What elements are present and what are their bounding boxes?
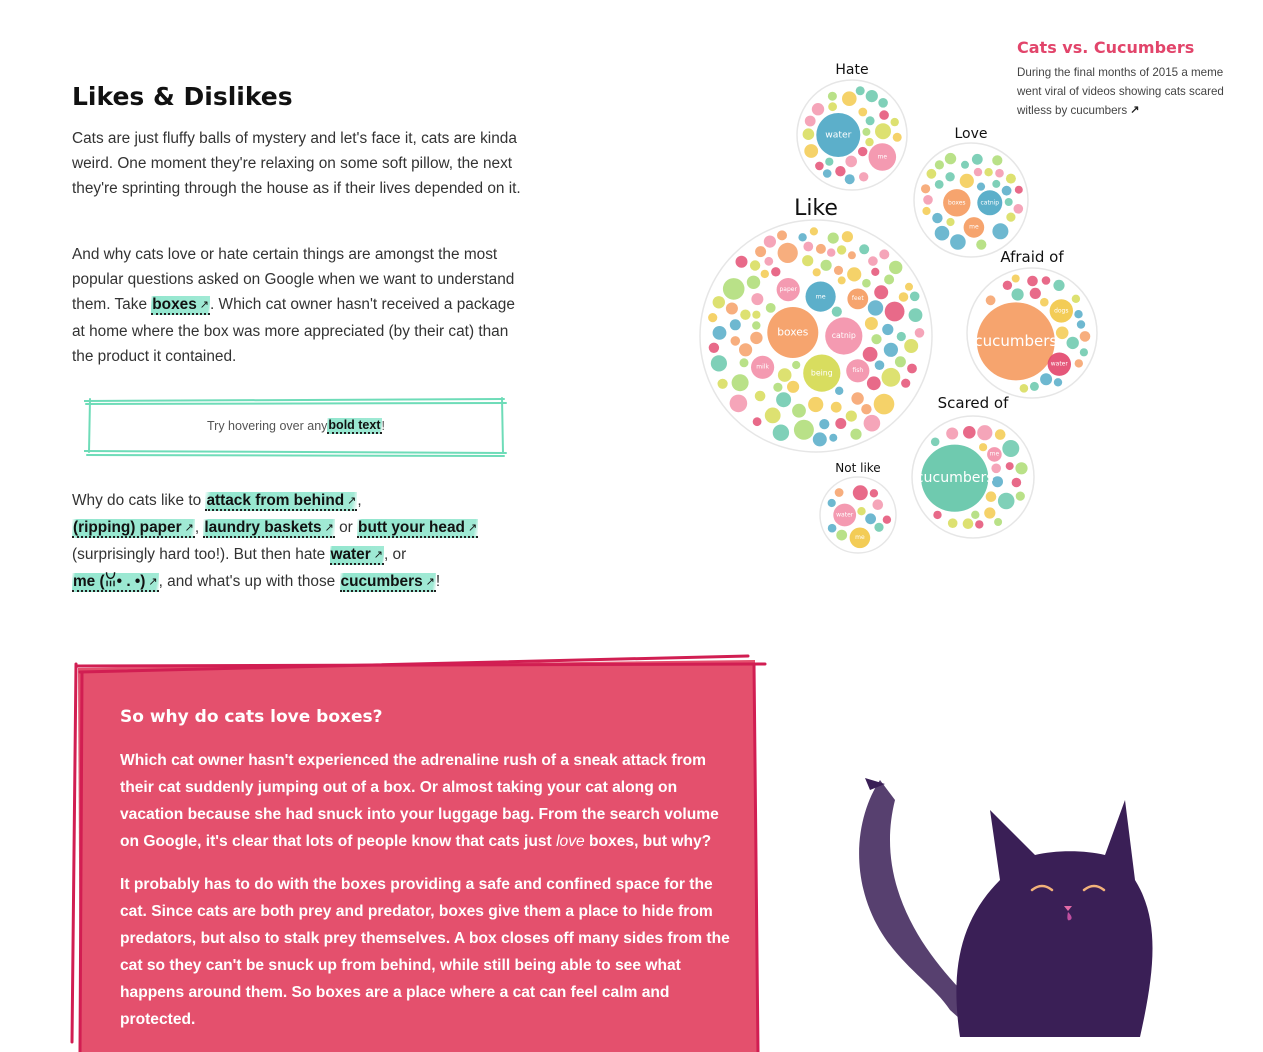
filler-bubble[interactable] xyxy=(718,379,728,389)
filler-bubble[interactable] xyxy=(803,128,815,140)
filler-bubble[interactable] xyxy=(753,417,762,426)
filler-bubble[interactable] xyxy=(711,355,727,371)
para1: Cats are just fluffy balls of mystery and let's face it, cats are kinda weird. One moment they're relaxing on some soft pillow, the next they're sprinting through the house as if their lives depended on it. xyxy=(72,130,521,197)
filler-bubble[interactable] xyxy=(873,499,884,510)
filler-bubble[interactable] xyxy=(856,86,865,95)
black-cat-illustration xyxy=(840,770,1170,1037)
filler-bubble[interactable] xyxy=(787,381,799,393)
filler-bubble[interactable] xyxy=(803,242,813,252)
panel-content xyxy=(120,707,732,1049)
link-cucumbers[interactable]: cucumbers ↗ xyxy=(340,573,436,592)
filler-bubble[interactable] xyxy=(732,374,749,391)
filler-bubble[interactable] xyxy=(798,233,806,241)
filler-bubble[interactable] xyxy=(1040,373,1052,385)
filler-bubble[interactable] xyxy=(931,438,940,447)
filler-bubble[interactable] xyxy=(857,507,865,515)
bubble-label: being xyxy=(810,368,833,378)
filler-bubble[interactable] xyxy=(935,226,950,241)
filler-bubble[interactable] xyxy=(829,434,837,442)
filler-bubble[interactable] xyxy=(1006,213,1015,222)
external-link-icon: ↗ xyxy=(148,576,158,588)
panel-paragraph-2: It probably has to do with the boxes providing a safe and confined space for the cat. Since cats are both prey and predator, boxes give them a place to hide from predators, but also to stalk prey themselves. A box closes off many sides from the cat so they can't be snuck up from behind, while still being able to see what happens around them. So boxes are a place where a cat can feel calm and protected. xyxy=(120,876,730,1028)
filler-bubble[interactable] xyxy=(915,328,925,338)
filler-bubble[interactable] xyxy=(1040,298,1049,307)
filler-bubble[interactable] xyxy=(823,169,832,178)
filler-bubble[interactable] xyxy=(961,161,969,169)
filler-bubble[interactable] xyxy=(868,300,883,315)
filler-bubble[interactable] xyxy=(792,404,806,418)
filler-bubble[interactable] xyxy=(808,397,823,412)
filler-bubble[interactable] xyxy=(1042,276,1051,285)
filler-bubble[interactable] xyxy=(816,244,826,254)
bubble-label: cucumbers xyxy=(915,470,994,487)
bubble-label: me xyxy=(989,450,1000,458)
filler-bubble[interactable] xyxy=(1080,331,1091,342)
filler-bubble[interactable] xyxy=(730,395,748,413)
filler-bubble[interactable] xyxy=(859,172,868,181)
filler-bubble[interactable] xyxy=(858,147,867,156)
filler-bubble[interactable] xyxy=(976,240,986,250)
filler-bubble[interactable] xyxy=(740,358,749,367)
bubble-label: me xyxy=(969,223,979,231)
note-text: During the final months of 2015 a meme went viral of videos showing cats scared witless by cucumbers ↗ xyxy=(1017,63,1232,121)
filler-bubble[interactable] xyxy=(992,180,1000,188)
filler-bubble[interactable] xyxy=(1072,295,1080,303)
filler-bubble[interactable] xyxy=(713,326,727,340)
filler-bubble[interactable] xyxy=(901,379,910,388)
filler-bubble[interactable] xyxy=(935,160,944,169)
filler-bubble[interactable] xyxy=(875,123,891,139)
external-link-icon[interactable]: ↗ xyxy=(1130,104,1140,116)
external-link-icon: ↗ xyxy=(467,522,478,534)
filler-bubble[interactable] xyxy=(828,102,837,111)
filler-bubble[interactable] xyxy=(739,343,752,356)
filler-bubble[interactable] xyxy=(995,169,1004,178)
bubble-label: water xyxy=(1050,360,1068,368)
filler-bubble[interactable] xyxy=(835,488,844,497)
filler-bubble[interactable] xyxy=(1002,440,1019,457)
filler-bubble[interactable] xyxy=(794,420,814,440)
filler-bubble[interactable] xyxy=(935,180,944,189)
filler-bubble[interactable] xyxy=(1012,478,1022,488)
filler-bubble[interactable] xyxy=(867,376,881,390)
link-butt-your-head[interactable]: butt your head ↗ xyxy=(357,519,478,538)
filler-bubble[interactable] xyxy=(897,332,906,341)
filler-bubble[interactable] xyxy=(882,324,893,335)
filler-bubble[interactable] xyxy=(977,425,992,440)
filler-bubble[interactable] xyxy=(750,260,760,270)
filler-bubble[interactable] xyxy=(853,485,868,500)
filler-bubble[interactable] xyxy=(874,285,888,299)
filler-bubble[interactable] xyxy=(831,402,842,413)
filler-bubble[interactable] xyxy=(1080,348,1088,356)
filler-bubble[interactable] xyxy=(998,493,1015,510)
group-label: Not like xyxy=(835,461,881,475)
filler-bubble[interactable] xyxy=(776,392,791,407)
link-water[interactable]: water ↗ xyxy=(330,546,384,565)
panel-paragraph-1: Which cat owner hasn't experienced the adrenaline rush of a sneak attack from their cat suddenly jumping out of a box. Or almost taking your cat along on vacation because she had snuck into your luggage bag. From the search volume on Google, it's clear that lots of people know that cats just love boxes, but why? xyxy=(120,752,719,850)
filler-bubble[interactable] xyxy=(979,443,987,451)
filler-bubble[interactable] xyxy=(975,520,983,528)
filler-bubble[interactable] xyxy=(904,339,918,353)
filler-bubble[interactable] xyxy=(828,92,837,101)
filler-bubble[interactable] xyxy=(723,278,745,300)
filler-bubble[interactable] xyxy=(764,257,773,266)
bubble-label: feet xyxy=(851,295,864,303)
panel-heading: So why do cats love boxes? xyxy=(120,707,383,727)
filler-bubble[interactable] xyxy=(771,267,780,276)
filler-bubble[interactable] xyxy=(755,246,766,257)
filler-bubble[interactable] xyxy=(948,518,958,528)
filler-bubble[interactable] xyxy=(730,319,741,330)
bubble-label: me xyxy=(855,534,865,541)
filler-bubble[interactable] xyxy=(884,343,898,357)
filler-bubble[interactable] xyxy=(848,251,856,259)
filler-bubble[interactable] xyxy=(879,110,889,120)
filler-bubble[interactable] xyxy=(792,361,800,369)
filler-bubble[interactable] xyxy=(802,255,813,266)
filler-bubble[interactable] xyxy=(747,276,760,289)
group-label: Like xyxy=(794,196,838,221)
filler-bubble[interactable] xyxy=(932,213,942,223)
external-link-icon: ↗ xyxy=(373,549,383,561)
filler-bubble[interactable] xyxy=(845,156,857,168)
filler-bubble[interactable] xyxy=(740,310,750,320)
filler-bubble[interactable] xyxy=(1075,359,1083,367)
filler-bubble[interactable] xyxy=(884,275,894,285)
filler-bubble[interactable] xyxy=(984,507,995,518)
filler-bubble[interactable] xyxy=(812,103,824,115)
filler-bubble[interactable] xyxy=(946,428,958,440)
filler-bubble[interactable] xyxy=(909,308,923,322)
filler-bubble[interactable] xyxy=(862,279,871,288)
filler-bubble[interactable] xyxy=(835,166,845,176)
filler-bubble[interactable] xyxy=(836,530,847,541)
filler-bubble[interactable] xyxy=(1014,204,1024,214)
filler-bubble[interactable] xyxy=(992,155,1002,165)
filler-bubble[interactable] xyxy=(858,108,867,117)
filler-bubble[interactable] xyxy=(709,343,719,353)
filler-bubble[interactable] xyxy=(874,394,895,415)
link-me[interactable]: me (ꈍ• . •) ↗ xyxy=(72,573,159,592)
section-title: Likes & Dislikes xyxy=(72,82,293,111)
external-link-icon: ↗ xyxy=(324,522,334,534)
external-link-icon: ↗ xyxy=(425,576,435,588)
filler-bubble[interactable] xyxy=(755,391,766,402)
filler-bubble[interactable] xyxy=(1077,320,1085,328)
filler-bubble[interactable] xyxy=(893,133,902,142)
filler-bubble[interactable] xyxy=(868,256,878,266)
filler-bubble[interactable] xyxy=(923,195,933,205)
filler-bubble[interactable] xyxy=(835,418,846,429)
filler-bubble[interactable] xyxy=(945,172,954,181)
filler-bubble[interactable] xyxy=(984,168,992,176)
note-title: Cats vs. Cucumbers xyxy=(1017,38,1195,57)
hint-bold-text[interactable]: bold text xyxy=(328,418,381,432)
bubble-label: fish xyxy=(852,367,864,375)
filler-bubble[interactable] xyxy=(1030,382,1039,391)
filler-bubble[interactable] xyxy=(946,218,954,226)
filler-bubble[interactable] xyxy=(751,293,763,305)
hover-hint-box xyxy=(90,400,502,452)
bubble-label: me xyxy=(815,293,826,301)
link-laundry-baskets[interactable]: laundry baskets ↗ xyxy=(203,519,334,538)
why-paragraph: Why do cats like to attack from behind ↗, (ripping) paper ↗, laundry baskets ↗ or butt your head ↗ (surprisingly hard too!). But then hate water ↗, or me (ꈍ• . •) ↗, and what's up with those cucumbers ↗! xyxy=(72,488,524,596)
filler-bubble[interactable] xyxy=(995,429,1006,440)
filler-bubble[interactable] xyxy=(828,499,836,507)
filler-bubble[interactable] xyxy=(863,347,878,362)
filler-bubble[interactable] xyxy=(994,518,1002,526)
filler-bubble[interactable] xyxy=(865,513,876,524)
filler-bubble[interactable] xyxy=(813,432,827,446)
group-label: Scared of xyxy=(937,394,1009,412)
hint-text: Try hovering over any bold text ! xyxy=(206,418,385,433)
group-label: Love xyxy=(954,126,988,142)
filler-bubble[interactable] xyxy=(963,518,974,529)
group-label: Afraid of xyxy=(1000,248,1064,266)
link-attack-from-behind[interactable]: attack from behind ↗ xyxy=(205,492,357,511)
filler-bubble[interactable] xyxy=(977,183,985,191)
para2-text-b: . Which cat owner hasn't received a package at home where the box was more appreciated (by their cat) than the product it contained. xyxy=(72,296,515,365)
filler-bubble[interactable] xyxy=(882,368,901,387)
bubble-label: catnip xyxy=(980,199,1000,207)
link-ripping-paper[interactable]: (ripping) paper ↗ xyxy=(72,519,195,538)
filler-bubble[interactable] xyxy=(950,234,966,250)
filler-bubble[interactable] xyxy=(871,334,881,344)
filler-bubble[interactable] xyxy=(761,270,769,278)
filler-bubble[interactable] xyxy=(842,91,857,106)
filler-bubble[interactable] xyxy=(963,426,976,439)
filler-bubble[interactable] xyxy=(837,245,846,254)
bubble-label: paper xyxy=(779,286,797,293)
intro-paragraph xyxy=(72,126,524,201)
filler-bubble[interactable] xyxy=(736,256,748,268)
bubble-label: catnip xyxy=(831,331,856,341)
filler-bubble[interactable] xyxy=(834,266,843,275)
filler-bubble[interactable] xyxy=(821,260,832,271)
filler-bubble[interactable] xyxy=(871,268,879,276)
filler-bubble[interactable] xyxy=(992,223,1008,239)
filler-bubble[interactable] xyxy=(1015,186,1023,194)
filler-bubble[interactable] xyxy=(731,336,741,346)
filler-bubble[interactable] xyxy=(804,144,818,158)
link-boxes[interactable]: boxes ↗ xyxy=(151,296,210,315)
filler-bubble[interactable] xyxy=(864,415,881,432)
filler-bubble[interactable] xyxy=(1003,281,1012,290)
filler-bubble[interactable] xyxy=(750,332,762,344)
filler-bubble[interactable] xyxy=(846,411,857,422)
filler-bubble[interactable] xyxy=(752,311,760,319)
filler-bubble[interactable] xyxy=(778,243,798,263)
filler-bubble[interactable] xyxy=(813,268,821,276)
why-boxes-panel xyxy=(70,652,770,1052)
filler-bubble[interactable] xyxy=(778,368,792,382)
bubble-label: water xyxy=(836,511,854,519)
bubble-label: milk xyxy=(756,363,769,371)
filler-bubble[interactable] xyxy=(862,128,870,136)
filler-bubble[interactable] xyxy=(835,387,843,395)
filler-bubble[interactable] xyxy=(1006,462,1014,470)
filler-bubble[interactable] xyxy=(1053,280,1064,291)
external-link-icon: ↗ xyxy=(184,522,194,534)
filler-bubble[interactable] xyxy=(828,524,837,533)
filler-bubble[interactable] xyxy=(866,90,878,102)
external-link-icon: ↗ xyxy=(199,299,209,311)
filler-bubble[interactable] xyxy=(810,227,818,235)
filler-bubble[interactable] xyxy=(960,174,974,188)
filler-bubble[interactable] xyxy=(922,207,930,215)
filler-bubble[interactable] xyxy=(851,392,863,404)
filler-bubble[interactable] xyxy=(832,307,842,317)
filler-bubble[interactable] xyxy=(866,116,875,125)
filler-bubble[interactable] xyxy=(825,158,833,166)
filler-bubble[interactable] xyxy=(986,491,997,502)
filler-bubble[interactable] xyxy=(910,292,920,302)
filler-bubble[interactable] xyxy=(1074,310,1082,318)
external-link-icon: ↗ xyxy=(347,495,357,507)
filler-bubble[interactable] xyxy=(905,283,913,291)
filler-bubble[interactable] xyxy=(766,303,776,313)
filler-bubble[interactable] xyxy=(828,233,839,244)
filler-bubble[interactable] xyxy=(874,523,883,532)
filler-bubble[interactable] xyxy=(945,153,956,164)
filler-bubble[interactable] xyxy=(815,162,824,171)
filler-bubble[interactable] xyxy=(773,383,782,392)
bubble-label: water xyxy=(825,129,852,141)
filler-bubble[interactable] xyxy=(1006,174,1016,184)
filler-bubble[interactable] xyxy=(859,244,869,254)
filler-bubble[interactable] xyxy=(933,511,941,519)
filler-bubble[interactable] xyxy=(974,168,982,176)
filler-bubble[interactable] xyxy=(1020,384,1029,393)
para2-text-a: And why cats love or hate certain things are amongst the most popular questions asked on Google when we want to understand them. Take xyxy=(72,246,515,313)
filler-bubble[interactable] xyxy=(878,98,888,108)
filler-bubble[interactable] xyxy=(777,230,787,240)
filler-bubble[interactable] xyxy=(845,174,855,184)
filler-bubble[interactable] xyxy=(1012,288,1024,300)
filler-bubble[interactable] xyxy=(1056,327,1069,340)
bubble-label: cucumbers xyxy=(974,332,1058,351)
filler-bubble[interactable] xyxy=(875,360,885,370)
filler-bubble[interactable] xyxy=(879,249,889,259)
filler-bubble[interactable] xyxy=(1012,275,1020,283)
bubble-label: me xyxy=(877,153,888,161)
filler-bubble[interactable] xyxy=(1002,186,1012,196)
filler-bubble[interactable] xyxy=(899,292,909,302)
filler-bubble[interactable] xyxy=(765,408,781,424)
filler-bubble[interactable] xyxy=(883,516,891,524)
filler-bubble[interactable] xyxy=(1015,462,1027,474)
filler-bubble[interactable] xyxy=(972,154,983,165)
filler-bubble[interactable] xyxy=(870,489,878,497)
filler-bubble[interactable] xyxy=(850,429,861,440)
filler-bubble[interactable] xyxy=(891,118,899,126)
filler-bubble[interactable] xyxy=(1054,378,1062,386)
filler-bubble[interactable] xyxy=(838,276,846,284)
filler-bubble[interactable] xyxy=(1067,337,1079,349)
bubble-label: boxes xyxy=(777,325,809,339)
filler-bubble[interactable] xyxy=(885,302,905,322)
bubble-label: dogs xyxy=(1054,307,1069,315)
filler-bubble[interactable] xyxy=(827,248,835,256)
filler-bubble[interactable] xyxy=(889,261,902,274)
filler-bubble[interactable] xyxy=(1016,492,1025,501)
filler-bubble[interactable] xyxy=(805,116,816,127)
filler-bubble[interactable] xyxy=(1030,288,1041,299)
filler-bubble[interactable] xyxy=(708,313,717,322)
filler-bubble[interactable] xyxy=(921,184,930,193)
filler-bubble[interactable] xyxy=(865,138,873,146)
filler-bubble[interactable] xyxy=(861,404,871,414)
filler-bubble[interactable] xyxy=(819,419,829,429)
group-label: Hate xyxy=(835,62,869,78)
filler-bubble[interactable] xyxy=(971,511,979,519)
filler-bubble[interactable] xyxy=(764,236,776,248)
filler-bubble[interactable] xyxy=(773,425,789,441)
filler-bubble[interactable] xyxy=(865,317,878,330)
boxes-paragraph xyxy=(72,242,524,369)
filler-bubble[interactable] xyxy=(842,231,853,242)
filler-bubble[interactable] xyxy=(726,303,738,315)
filler-bubble[interactable] xyxy=(847,267,861,281)
filler-bubble[interactable] xyxy=(1005,198,1013,206)
filler-bubble[interactable] xyxy=(927,169,937,179)
filler-bubble[interactable] xyxy=(986,295,996,305)
bubble-label: boxes xyxy=(948,199,966,207)
filler-bubble[interactable] xyxy=(895,356,906,367)
filler-bubble[interactable] xyxy=(992,476,1003,487)
filler-bubble[interactable] xyxy=(907,364,917,374)
filler-bubble[interactable] xyxy=(752,321,760,329)
filler-bubble[interactable] xyxy=(1027,276,1038,287)
filler-bubble[interactable] xyxy=(713,296,725,308)
